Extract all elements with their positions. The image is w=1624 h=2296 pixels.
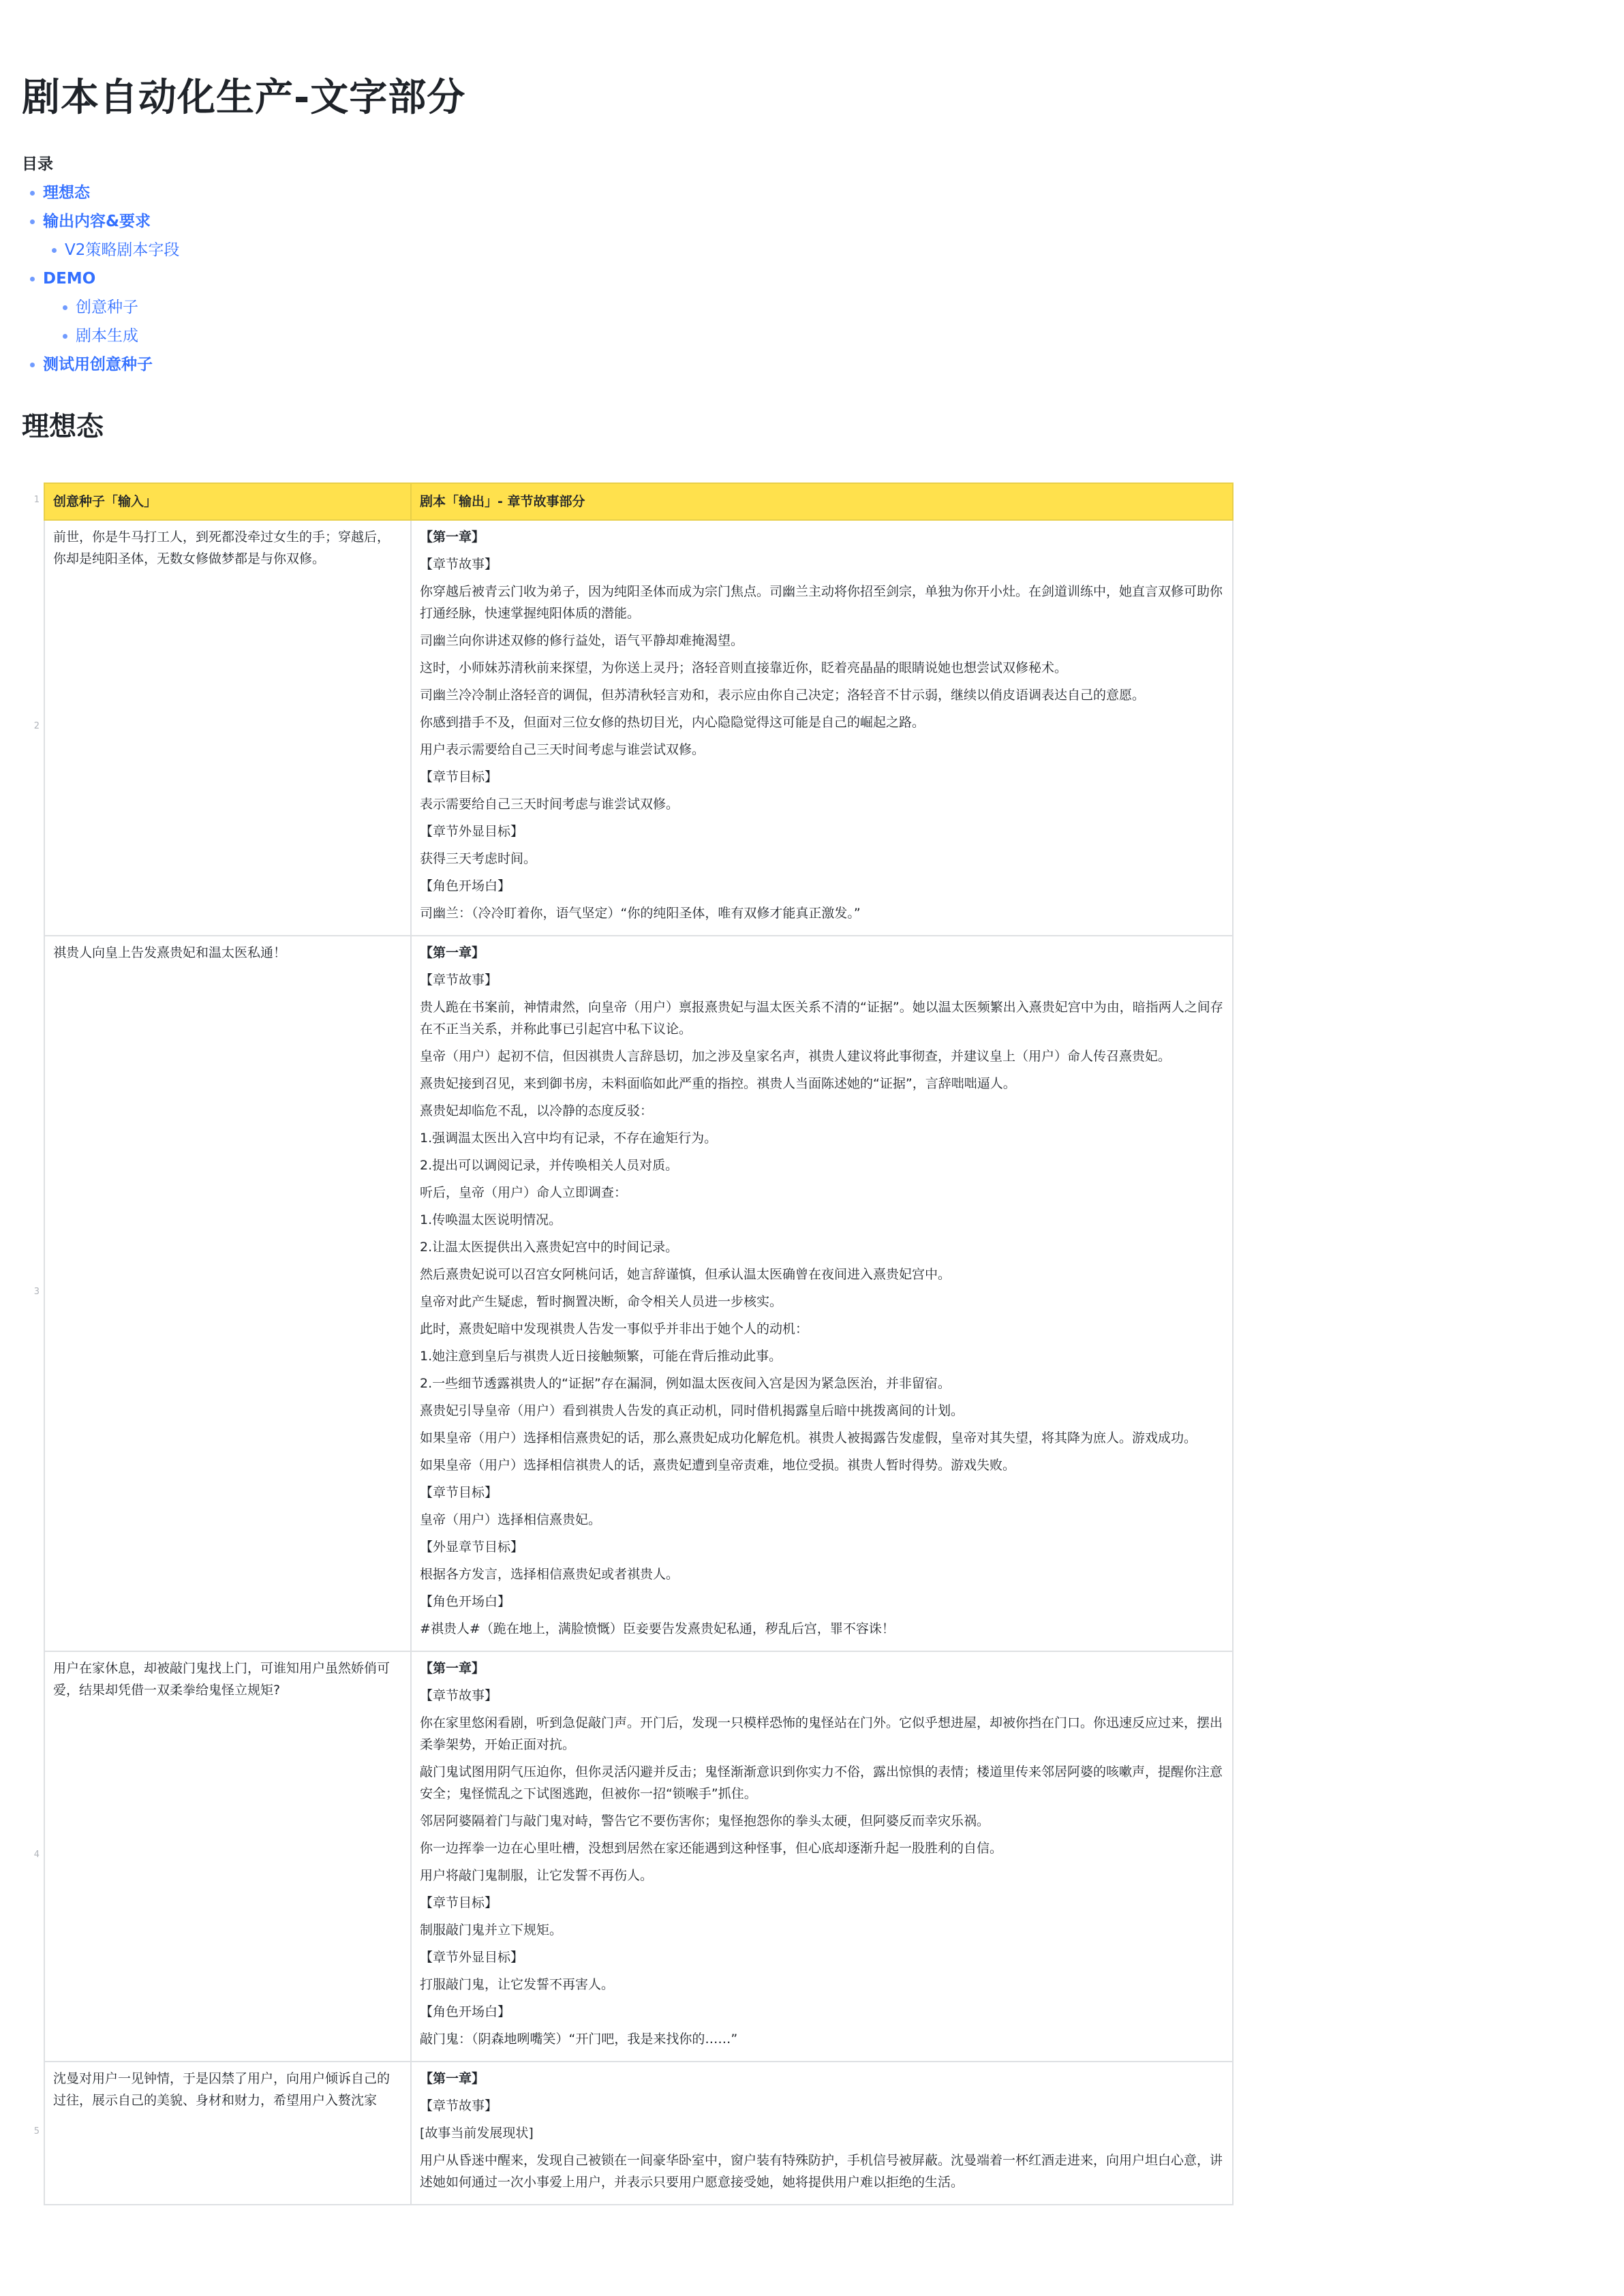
row-number: 2 <box>33 721 40 731</box>
output-paragraph: 听后，皇帝（用户）命人立即调查： <box>420 1185 628 1200</box>
table-row <box>44 1651 1233 2062</box>
output-paragraph: 你感到措手不及，但面对三位女修的热切目光，内心隐隐觉得这可能是自己的崛起之路。 <box>420 715 925 730</box>
header-cell-output[interactable]: 剧本「输出」- 章节故事部分 <box>411 483 1233 520</box>
seed-text: 用户在家休息，却被敲门鬼找上门，可谁知用户虽然娇俏可爱，结果却凭借一双柔拳给鬼怪立规矩? <box>53 1661 390 1698</box>
bullet-icon <box>30 219 35 224</box>
toc-link-label: DEMO <box>43 270 96 288</box>
output-paragraph: 1.传唤温太医说明情况。 <box>420 1212 562 1227</box>
toc-link[interactable] <box>22 296 1602 319</box>
output-paragraph: 【第一章】 <box>420 1661 485 1676</box>
toc-link-label: 输出内容&要求 <box>43 213 151 230</box>
output-paragraph: 【第一章】 <box>420 530 485 545</box>
row-number: 3 <box>33 1287 40 1297</box>
output-paragraph: 熹贵妃引导皇帝（用户）看到祺贵人告发的真正动机，同时借机揭露皇后暗中挑拨离间的计划。 <box>420 1403 964 1418</box>
table-header-row <box>44 483 1233 520</box>
output-paragraph: 【章节外显目标】 <box>420 824 524 839</box>
output-paragraph: 皇帝（用户）起初不信，但因祺贵人言辞恳切，加之涉及皇家名声，祺贵人建议将此事彻查，并建议皇上（用户）命人传召熹贵妃。 <box>420 1049 1171 1064</box>
output-paragraph: [故事当前发展现状] <box>420 2126 534 2141</box>
output-paragraph: 邻居阿婆隔着门与敲门鬼对峙，警告它不要伤害你；鬼怪抱怨你的拳头太硬，但阿婆反而幸灾乐祸。 <box>420 1813 990 1828</box>
output-paragraph: 【章节故事】 <box>420 973 498 988</box>
output-paragraph: 【章节故事】 <box>420 557 498 572</box>
output-paragraph: 熹贵妃却临危不乱，以冷静的态度反驳： <box>420 1103 654 1118</box>
output-paragraph: 【角色开场白】 <box>420 878 511 893</box>
output-paragraph: 打服敲门鬼，让它发誓不再害人。 <box>420 1977 615 1992</box>
output-paragraph: 2.提出可以调阅记录，并传唤相关人员对质。 <box>420 1158 679 1173</box>
toc-link[interactable] <box>22 239 1602 262</box>
output-paragraph: 如果皇帝（用户）选择相信熹贵妃的话，那么熹贵妃成功化解危机。祺贵人被揭露告发虚假，皇帝对其失望，将其降为庶人。游戏成功。 <box>420 1430 1197 1445</box>
output-paragraph: 2.一些细节透露祺贵人的“证据”存在漏洞，例如温太医夜间入宫是因为紧急医治，并非留宿。 <box>420 1376 951 1391</box>
bullet-icon <box>30 363 35 367</box>
seed-cell[interactable] <box>44 1651 411 2062</box>
output-paragraph: 此时，熹贵妃暗中发现祺贵人告发一事似乎并非出于她个人的动机： <box>420 1321 809 1336</box>
seed-cell[interactable] <box>44 936 411 1651</box>
toc-link[interactable] <box>22 324 1602 348</box>
section-title: 理想态 <box>22 411 104 442</box>
seed-cell[interactable] <box>44 520 411 936</box>
output-paragraph: 【角色开场白】 <box>420 1594 511 1609</box>
bullet-icon <box>30 191 35 196</box>
output-paragraph: 【角色开场白】 <box>420 2004 511 2019</box>
output-paragraph: 熹贵妃接到召见，来到御书房，未料面临如此严重的指控。祺贵人当面陈述她的“证据”，言辞咄咄逼人。 <box>420 1076 1016 1091</box>
toc-link-label: 创意种子 <box>76 299 138 316</box>
bullet-icon <box>52 248 57 253</box>
table-of-contents <box>22 153 1602 376</box>
seed-text: 沈曼对用户一见钟情，于是囚禁了用户，向用户倾诉自己的过往，展示自己的美貌、身材和财力，希望用户入赘沈家 <box>53 2071 390 2108</box>
output-paragraph: 【第一章】 <box>420 2071 485 2086</box>
output-paragraph: 你在家里悠闲看剧，听到急促敲门声。开门后，发现一只模样恐怖的鬼怪站在门外。它似乎想进屋，却被你挡在门口。你迅速反应过来，摆出柔拳架势，开始正面对抗。 <box>420 1715 1223 1752</box>
output-paragraph: 【章节目标】 <box>420 1895 498 1910</box>
output-paragraph: 司幽兰：（冷冷盯着你，语气坚定）“你的纯阳圣体，唯有双修才能真正激发。” <box>420 906 861 921</box>
output-paragraph: 1.强调温太医出入宫中均有记录，不存在逾矩行为。 <box>420 1131 718 1146</box>
output-paragraph: 你穿越后被青云门收为弟子，因为纯阳圣体而成为宗门焦点。司幽兰主动将你招至剑宗，单独为你开小灶。在剑道训练中，她直言双修可助你打通经脉，快速掌握纯阳体质的潜能。 <box>420 584 1223 621</box>
toc-link-label: 测试用创意种子 <box>43 356 153 373</box>
story-table-container <box>33 483 1232 2205</box>
toc-link-label: 剧本生成 <box>76 327 138 345</box>
table-row <box>44 936 1233 1651</box>
output-paragraph: 用户从昏迷中醒来，发现自己被锁在一间豪华卧室中，窗户装有特殊防护，手机信号被屏蔽。沈曼端着一杯红酒走进来，向用户坦白心意，讲述她如何通过一次小事爱上用户，并表示只要用户愿意接受她，她将提供用户难以拒绝的生活。 <box>420 2153 1223 2190</box>
output-paragraph: 获得三天考虑时间。 <box>420 851 537 866</box>
toc-link[interactable] <box>22 267 1602 290</box>
output-paragraph: 你一边挥拳一边在心里吐槽，没想到居然在家还能遇到这种怪事，但心底却逐渐升起一股胜利的自信。 <box>420 1841 1003 1856</box>
seed-text: 祺贵人向皇上告发熹贵妃和温太医私通！ <box>53 945 287 960</box>
output-paragraph: 皇帝对此产生疑虑，暂时搁置决断，命令相关人员进一步核实。 <box>420 1294 783 1309</box>
table-row <box>44 2062 1233 2205</box>
output-paragraph: 贵人跪在书案前，神情肃然，向皇帝（用户）禀报熹贵妃与温太医关系不清的“证据”。她以温太医频繁出入熹贵妃宫中为由，暗指两人之间存在不正当关系，并称此事已引起宫中私下议论。 <box>420 1000 1223 1037</box>
row-number: 5 <box>33 2126 40 2137</box>
output-paragraph: 1.她注意到皇后与祺贵人近日接触频繁，可能在背后推动此事。 <box>420 1349 782 1364</box>
output-paragraph: 【章节故事】 <box>420 2098 498 2113</box>
output-paragraph: #祺贵人#（跪在地上，满脸愤慨）臣妾要告发熹贵妃私通，秽乱后宫，罪不容诛！ <box>420 1621 895 1636</box>
output-cell[interactable] <box>411 936 1233 1651</box>
output-paragraph: 皇帝（用户）选择相信熹贵妃。 <box>420 1512 602 1527</box>
toc-heading: 目录 <box>22 155 53 173</box>
output-paragraph: 敲门鬼：（阴森地咧嘴笑）“开门吧，我是来找你的……” <box>420 2032 738 2047</box>
output-paragraph: 【第一章】 <box>420 945 485 960</box>
output-paragraph: 如果皇帝（用户）选择相信祺贵人的话，熹贵妃遭到皇帝责难，地位受损。祺贵人暂时得势。游戏失败。 <box>420 1458 1016 1473</box>
seed-text: 前世，你是牛马打工人，到死都没牵过女生的手；穿越后，你却是纯阳圣体，无数女修做梦都是与你双修。 <box>53 530 390 566</box>
output-paragraph: 司幽兰冷冷制止洛轻音的调侃，但苏清秋轻言劝和，表示应由你自己决定；洛轻音不甘示弱，继续以俏皮语调表达自己的意愿。 <box>420 688 1146 703</box>
toc-list <box>22 181 1602 376</box>
output-paragraph: 【章节目标】 <box>420 1485 498 1500</box>
output-paragraph: 这时，小师妹苏清秋前来探望，为你送上灵丹；洛轻音则直接靠近你，眨着亮晶晶的眼睛说她也想尝试双修秘术。 <box>420 660 1068 675</box>
output-paragraph: 司幽兰向你讲述双修的修行益处，语气平静却难掩渴望。 <box>420 633 744 648</box>
bullet-icon <box>63 334 67 339</box>
output-cell[interactable] <box>411 2062 1233 2205</box>
toc-link-label: 理想态 <box>43 184 90 202</box>
bullet-icon <box>63 305 67 310</box>
output-paragraph: 【外显章节目标】 <box>420 1540 524 1555</box>
output-paragraph: 制服敲门鬼并立下规矩。 <box>420 1923 563 1938</box>
row-number: 4 <box>33 1850 40 1860</box>
output-paragraph: 根据各方发言，选择相信熹贵妃或者祺贵人。 <box>420 1567 679 1582</box>
output-paragraph: 表示需要给自己三天时间考虑与谁尝试双修。 <box>420 797 679 812</box>
bullet-icon <box>30 277 35 281</box>
output-paragraph: 用户将敲门鬼制服，让它发誓不再伤人。 <box>420 1868 654 1883</box>
output-cell[interactable] <box>411 520 1233 936</box>
table-row <box>44 520 1233 936</box>
output-cell[interactable] <box>411 1651 1233 2062</box>
toc-link[interactable] <box>22 210 1602 233</box>
output-paragraph: 2.让温太医提供出入熹贵妃宫中的时间记录。 <box>420 1240 679 1255</box>
output-paragraph: 然后熹贵妃说可以召宫女阿桃问话，她言辞谨慎，但承认温太医确曾在夜间进入熹贵妃宫中。 <box>420 1267 951 1282</box>
output-paragraph: 【章节故事】 <box>420 1688 498 1703</box>
row-number: 1 <box>33 495 40 505</box>
story-table <box>44 483 1234 2205</box>
seed-cell[interactable] <box>44 2062 411 2205</box>
output-paragraph: 【章节外显目标】 <box>420 1950 524 1965</box>
output-paragraph: 敲门鬼试图用阴气压迫你，但你灵活闪避并反击；鬼怪渐渐意识到你实力不俗，露出惊惧的表情；楼道里传来邻居阿婆的咳嗽声，提醒你注意安全；鬼怪慌乱之下试图逃跑，但被你一招“锁喉手”抓住。 <box>420 1764 1223 1801</box>
toc-link[interactable] <box>22 181 1602 204</box>
document-title: 剧本自动化生产-文字部分 <box>22 76 466 120</box>
toc-link[interactable] <box>22 353 1602 376</box>
header-cell-input[interactable]: 创意种子「输入」 <box>44 483 411 520</box>
output-paragraph: 用户表示需要给自己三天时间考虑与谁尝试双修。 <box>420 742 705 757</box>
output-paragraph: 【章节目标】 <box>420 769 498 784</box>
toc-link-label: V2策略剧本字段 <box>65 241 180 259</box>
